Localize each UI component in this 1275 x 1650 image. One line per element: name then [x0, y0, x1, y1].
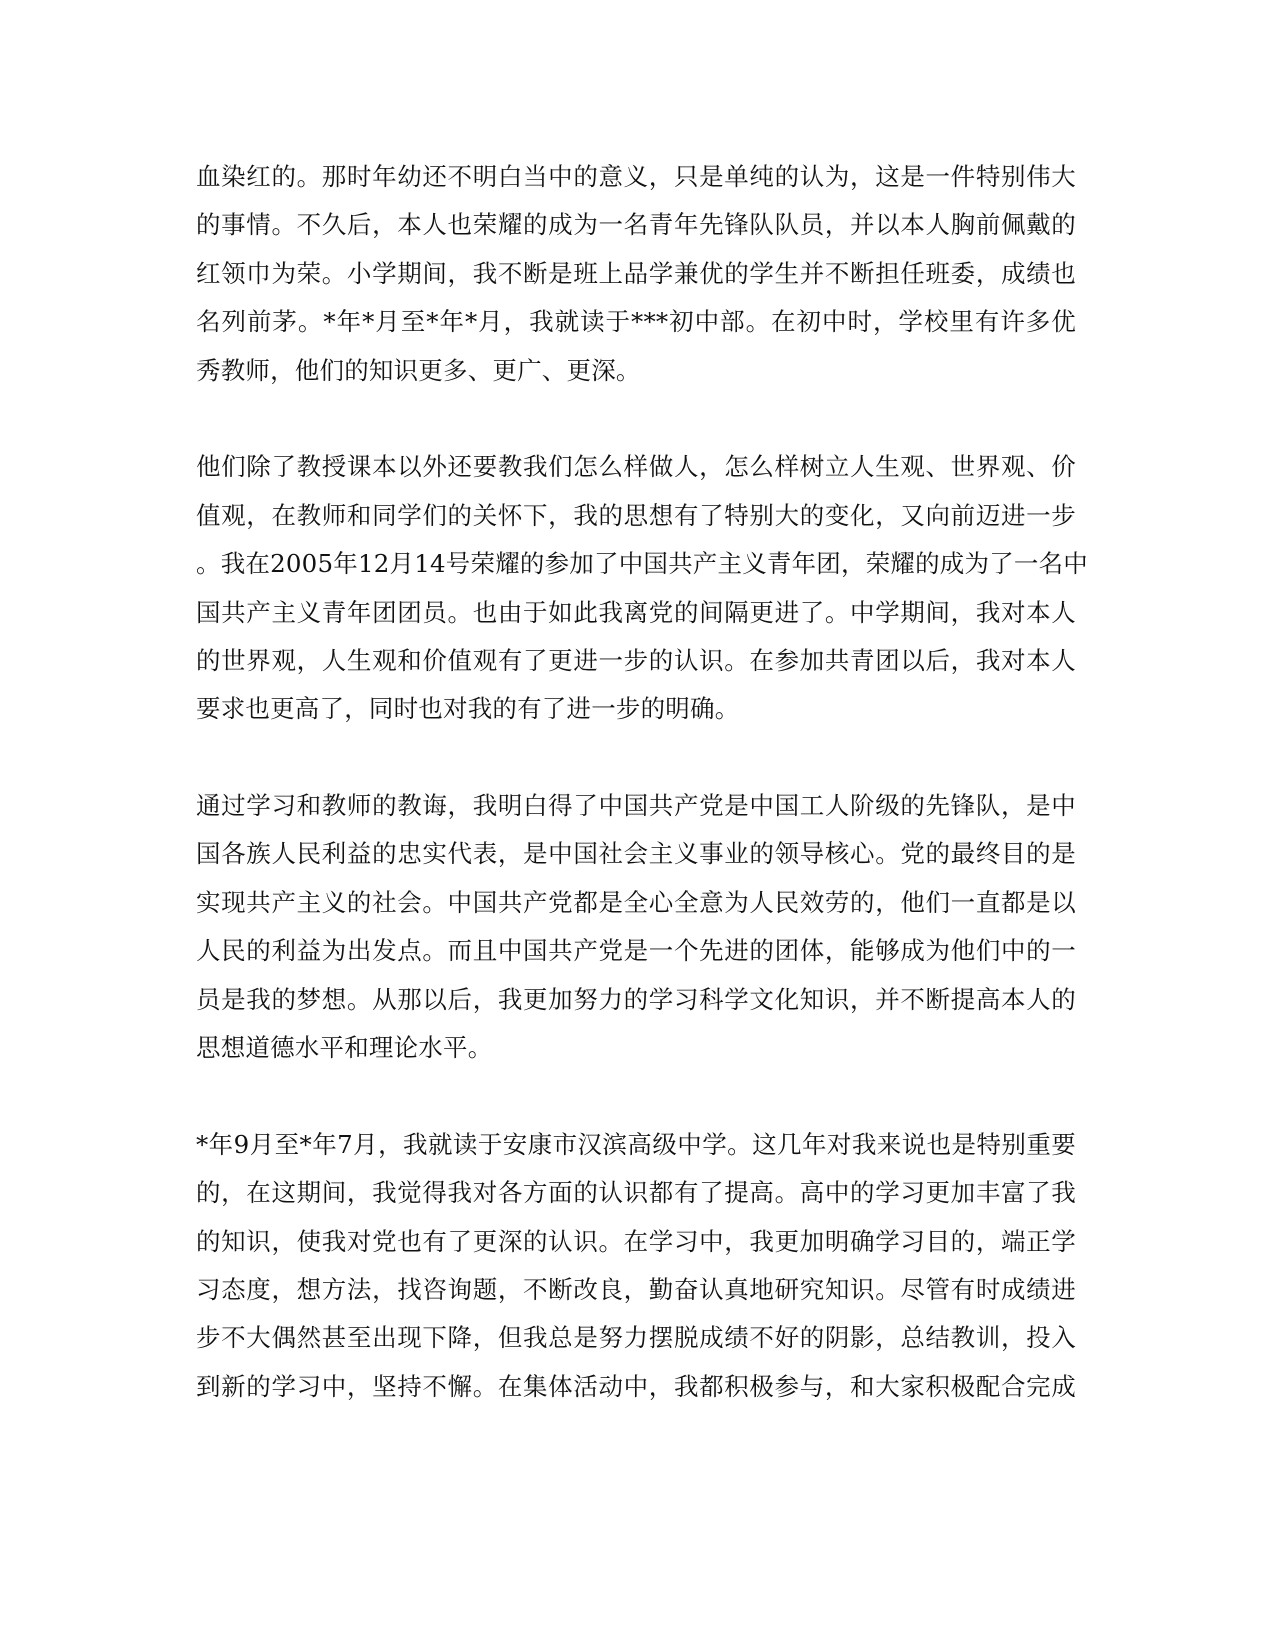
text-line: 红领巾为荣。小学期间，我不断是班上品学兼优的学生并不断担任班委，成绩也 — [196, 258, 1076, 288]
text-line: 步不大偶然甚至出现下降，但我总是努力摆脱成绩不好的阴影，总结教训，投入 — [196, 1323, 1076, 1353]
text-line: 到新的学习中，坚持不懈。在集体活动中，我都积极参与，和大家积极配合完成 — [196, 1371, 1076, 1401]
text-line: 国共产主义青年团团员。也由于如此我离党的间隔更进了。中学期间，我对本人 — [196, 597, 1076, 627]
text-line: 通过学习和教师的教诲，我明白得了中国共产党是中国工人阶级的先锋队，是中 — [196, 791, 1076, 821]
text-line: 国各族人民利益的忠实代表，是中国社会主义事业的领导核心。党的最终目的是 — [196, 839, 1076, 869]
paragraph-3 — [196, 782, 1076, 1072]
text-line: *年9月至*年7月，我就读于安康市汉滨高级中学。这几年对我来说也是特别重要 — [196, 1129, 1076, 1159]
text-line: 的事情。不久后，本人也荣耀的成为一名青年先锋队队员，并以本人胸前佩戴的 — [196, 210, 1076, 240]
text-line: 思想道德水平和理论水平。 — [196, 1033, 493, 1063]
paragraph-gap — [196, 734, 1076, 782]
paragraph-gap — [196, 395, 1076, 443]
text-line: 人民的利益为出发点。而且中国共产党是一个先进的团体，能够成为他们中的一 — [196, 936, 1076, 966]
text-line: 血染红的。那时年幼还不明白当中的意义，只是单纯的认为，这是一件特别伟大 — [196, 162, 1076, 191]
document-body — [196, 153, 1088, 1411]
paragraph-gap — [196, 1072, 1076, 1120]
text-line: 秀教师，他们的知识更多、更广、更深。 — [196, 355, 641, 385]
text-line: 要求也更高了，同时也对我的有了进一步的明确。 — [196, 694, 740, 724]
paragraph-4 — [196, 1121, 1076, 1411]
text-line: 的世界观，人生观和价值观有了更进一步的认识。在参加共青团以后，我对本人 — [196, 645, 1076, 675]
text-line: 习态度，想方法，找咨询题，不断改良，勤奋认真地研究知识。尽管有时成绩进 — [196, 1274, 1076, 1304]
text-line: 的知识，使我对党也有了更深的认识。在学习中，我更加明确学习目的，端正学 — [196, 1226, 1076, 1256]
text-line: 值观，在教师和同学们的关怀下，我的思想有了特别大的变化，又向前迈进一步 — [196, 500, 1076, 530]
paragraph-2 — [196, 443, 1088, 733]
paragraph-1 — [196, 153, 1076, 395]
text-line: 实现共产主义的社会。中国共产党都是全心全意为人民效劳的，他们一直都是以 — [196, 887, 1076, 917]
text-line: 。我在2005年12月14号荣耀的参加了中国共产主义青年团，荣耀的成为了一名中 — [196, 549, 1088, 579]
text-line: 的，在这期间，我觉得我对各方面的认识都有了提高。高中的学习更加丰富了我 — [196, 1178, 1076, 1208]
text-line: 他们除了教授课本以外还要教我们怎么样做人，怎么样树立人生观、世界观、价 — [196, 452, 1076, 482]
text-line: 员是我的梦想。从那以后，我更加努力的学习科学文化知识，并不断提高本人的 — [196, 984, 1076, 1014]
text-line: 名列前茅。*年*月至*年*月，我就读于***初中部。在初中时，学校里有许多优 — [196, 307, 1076, 337]
